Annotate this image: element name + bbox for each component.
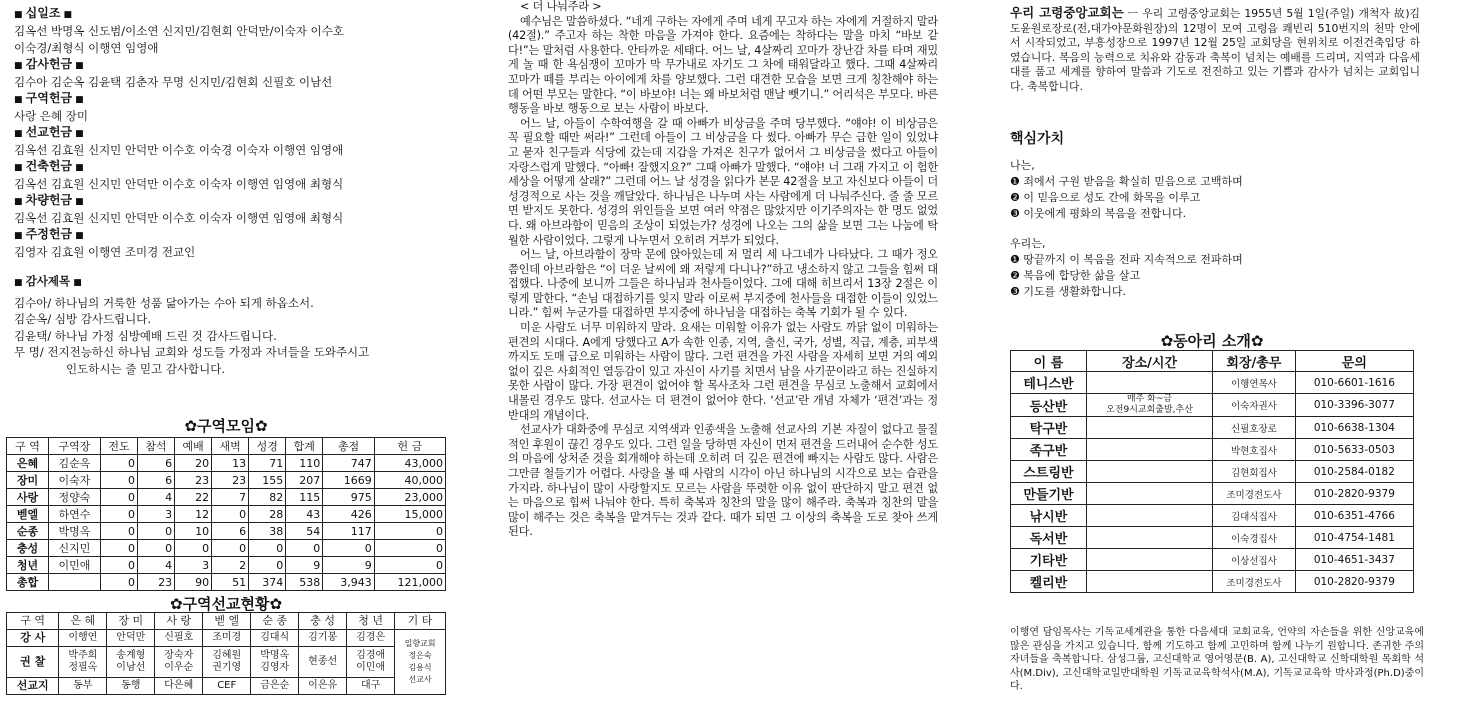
table-cell: 9 [323,557,374,574]
offering-thanks [14,57,450,90]
table-cell: 0 [138,540,175,557]
table-cell: 0 [374,523,445,540]
table-cell: 207 [286,472,323,489]
club-place [1086,527,1212,549]
table-cell: 김기봉 [299,630,347,647]
club-leader: 조미경전도사 [1213,571,1296,593]
thanks-topics [14,273,450,377]
club-name: 기타반 [1011,549,1087,571]
offering-names: 김수아 김순옥 김윤택 김춘자 무명 신지민/김현회 신필호 이남선 [14,75,333,89]
table-cell: 115 [286,489,323,506]
table-cell: 0 [100,523,137,540]
table-cell: 0 [100,472,137,489]
table-cell: 벧엘 [7,506,49,523]
table-cell: 6 [212,523,249,540]
table-row [7,630,446,647]
table-row [7,523,446,540]
column-header: 새벽 [212,438,249,455]
table-row [7,647,446,678]
sermon-column [508,0,938,540]
club-leader: 이숙자권사 [1213,394,1296,417]
table-cell: 사랑 [7,489,49,506]
row-label: 권 찰 [7,647,59,678]
table-cell: 15,000 [374,506,445,523]
column-header: 충 성 [299,613,347,630]
offering-names: 김옥선 김효원 신지민 안덕만 이수호 이숙경 이숙자 이행연 임영애 [14,143,344,157]
table-cell: 3 [138,506,175,523]
table-cell: 신필호 [155,630,203,647]
table-cell: 0 [100,506,137,523]
offering-vehicle [14,193,450,226]
club-phone: 010-5633-0503 [1295,439,1413,461]
table-cell: 이민애 [48,557,100,574]
sermon-paragraph: 미운 사람도 너무 미워하지 말라. 요새는 미워할 이유가 없는 사람도 까닭 없이 미워하는 편견의 시대다. A에게 당했다고 A가 속한 인종, 지역, 출신, 국가, 성별, 직급, 계층, 피부색까지도 도매 급으로 미워하는 사람이 많다. 그런 편견을 가진 사람을 자세히 보면 거의 예외 없이 깊은 사회적인 열등감이 있고 자신이 사기를 치면서 남을 사기꾼이라고 하는 진실하지 못한 사람이 많다. 가장 편견이 없어야 할 목사조차 그런 편견을 무심코 노출해서 교회에서 내몰린 경우도 많다. 선교사는 더 편견이 없어야 한다. ‘선교’란 개념 자체가 ‘편견’과는 정반대의 개념이다. [508,321,938,422]
club-place [1086,505,1212,527]
table-cell: 43 [286,506,323,523]
offering-names: 김옥선 박명옥 신도범/이소연 신지민/김현회 안덕만/이숙자 이수호 [14,24,344,38]
column-header: 벧 엘 [203,613,251,630]
district-meeting-table [6,437,446,591]
clubs-table [1010,350,1414,593]
table-cell: 121,000 [374,574,445,591]
club-place [1086,461,1212,483]
club-leader: 이숙경집사 [1213,527,1296,549]
table-cell: 동행 [107,678,155,695]
table-cell: 동부 [59,678,107,695]
column-header: 구 역 [7,613,59,630]
table-cell: 0 [100,574,137,591]
table-cell: 51 [212,574,249,591]
row-label: 선교지 [7,678,59,695]
offering-tithe [14,6,450,56]
offering-title: ■ 감사헌금 ■ [14,57,450,74]
table-row [1011,461,1414,483]
club-leader: 신필호장로 [1213,417,1296,439]
club-leader: 이상선집사 [1213,549,1296,571]
club-leader: 조미경전도사 [1213,483,1296,505]
table-row [1011,394,1414,417]
offering-building [14,159,450,192]
table-cell: 538 [286,574,323,591]
sermon-paragraph: 어느 날, 아브라함이 장막 문에 앉아있는데 저 멀리 세 나그네가 나타났다. 그 때가 정오쯤인데 아브라함은 “이 더운 날씨에 왜 저렇게 다니나?”하고 냉소하지 않고 그들을 힘써 대접했다. 나중에 보니까 그들은 하나님과 천사들이었다. 그에 대해 히브리서 13장 2절은 이렇게 말한다. “손님 대접하기를 잊지 말라 이로써 부지중에 천사들을 대접한 이들이 있었느니라.” 힘써 누군가를 대접하면 부지중에 하나님을 대접하는 축복 기회가 될 수 있다. [508,248,938,320]
table-cell: 23,000 [374,489,445,506]
table-cell: 6 [138,472,175,489]
table-cell: 청년 [7,557,49,574]
table-cell: 박명옥 [48,523,100,540]
table-row [7,455,446,472]
offering-title: ■ 십일조 ■ [14,6,450,23]
table-cell: 28 [249,506,286,523]
offering-title: ■ 구역헌금 ■ [14,91,450,108]
table-cell: 3 [175,557,212,574]
club-place [1086,549,1212,571]
column-header: 합계 [286,438,323,455]
offering-names: 김옥선 김효원 신지민 안덕만 이수호 이숙자 이행연 임영애 최형식 [14,177,344,191]
offering-title: ■ 주정헌금 ■ [14,227,450,244]
column-header: 장소/시간 [1086,351,1212,372]
thanks-line: 김수아/ 하나님의 거룩한 성품 닮아가는 수아 되게 하옵소서. [14,295,314,310]
column-header: 청 년 [347,613,395,630]
table-cell: 23 [138,574,175,591]
table-row [7,506,446,523]
table-row [1011,372,1414,394]
club-name: 낚시반 [1011,505,1087,527]
column-header: 기 타 [395,613,446,630]
table-cell: 박주희 정필옥 [59,647,107,678]
core-group [1010,158,1420,222]
column-header: 예배 [175,438,212,455]
offering-column [14,0,450,377]
column-header: 참석 [138,438,175,455]
core-item: ❸ 이웃에게 평화의 복음을 전합니다. [1010,207,1187,220]
thanks-line: 김윤택/ 하나님 가정 심방예배 드린 것 감사드립니다. [14,328,277,343]
offering-designated [14,227,450,260]
club-phone: 010-6638-1304 [1295,417,1413,439]
club-place [1086,439,1212,461]
core-item: ❷ 이 믿음으로 성도 간에 화목을 이루고 [1010,191,1201,204]
table-row [1011,439,1414,461]
table-cell: 117 [323,523,374,540]
club-phone: 010-3396-3077 [1295,394,1413,417]
table-cell: 2 [212,557,249,574]
offering-names: 사랑 은혜 장미 [14,109,88,123]
table-cell: 0 [100,540,137,557]
column-header: 문의 [1295,351,1413,372]
table-cell: CEF [203,678,251,695]
offering-names: 이숙경/최형식 이행연 임영애 [14,41,159,55]
club-name: 테니스반 [1011,372,1087,394]
table-cell: 은혜 [7,455,49,472]
table-cell: 0 [100,455,137,472]
column-header: 이 름 [1011,351,1087,372]
sermon-paragraph: 선교사가 대화중에 무심코 지역색과 인종색을 노출해 선교사의 기본 자질이 없다고 물질적인 후원이 끊긴 경우도 있다. 그런 일을 당하면 자신이 먼저 편견을 드러내어 순수한 성도의 마음에 상처준 것을 회개해야 하는데 오히려 더 깊은 편견에 빠지는 사람도 많다. 사람은 그만큼 철들기가 어렵다. 사랑을 볼 때 사람의 시각이 아닌 하나님의 시각으로 보는 습관을 가지라. 하나님이 많이 사랑할지도 모르는 사람을 뚜렷한 이유 없이 판단하지 말고 편견 없는 마음으로 힘써 나눠야 한다. 특히 축복과 칭찬의 말을 많이 해주라. 축복과 칭찬의 말을 많이 해주는 것은 축복을 맡겨두는 것과 같다. 때가 되면 그 이상의 축복을 도로 찾아 쓰게 된다. [508,423,938,539]
church-info-column [1010,0,1420,314]
offering-names: 김영자 김효원 이행연 조미경 전교인 [14,245,196,259]
table-cell: 4 [138,489,175,506]
sermon-paragraph: 예수님은 말씀하셨다. “네게 구하는 자에게 주며 네게 꾸고자 하는 자에게 거절하지 말라(42절).” 주고자 하는 착한 마음을 가져야 한다. 요즘에는 착하다는 말을 마치 “바보 같다!”는 말처럼 사용한다. 안타까운 세태다. 어느 날, 4살짜리 꼬마가 장난감 차를 타며 재밌게 놀 때 한 욕심쟁이 꼬마가 막 무가내로 자기도 그 차에 태워달라고 했다. 그때 4살짜리 꼬마가 떼를 부리는 아이에게 차를 양보했다. 그런 대견한 모습을 보면 크게 칭찬해야 하는데 어떤 부모는 말한다. “이 바보야! 너는 왜 바보처럼 맨날 뺏기니.” 어리석은 부모다. 바른 행동을 바보 행동으로 보는 사람이 바보다. [508,14,938,116]
core-group [1010,236,1420,300]
table-cell: 안덕만 [107,630,155,647]
thanks-line: 김순옥/ 심방 감사드립니다. [14,312,152,326]
core-item: ❶ 땅끝까지 이 복음을 전파 지속적으로 전파하며 [1010,253,1243,266]
offering-title: ■ 차량헌금 ■ [14,193,450,210]
club-place: 매주 화~금 오전9시교회출발,추산 [1086,394,1212,417]
table-cell: 0 [323,540,374,557]
table-cell: 40,000 [374,472,445,489]
table-cell: 금은순 [251,678,299,695]
club-place [1086,571,1212,593]
column-header: 은 혜 [59,613,107,630]
club-name: 만들기반 [1011,483,1087,505]
mission-table-title: ✿구역선교현황✿ [169,595,283,613]
table-cell: 대구 [347,678,395,695]
thanks-line: 무 명/ 전지전능하신 하나님 교회와 성도들 가정과 자녀들을 도와주시고 [14,345,370,359]
offering-title: ■ 건축헌금 ■ [14,159,450,176]
column-header: 구역장 [48,438,100,455]
club-phone: 010-2820-9379 [1295,483,1413,505]
sermon-paragraph: 어느 날, 아들이 수학여행을 갈 때 아빠가 비상금을 주며 당부했다. “얘야! 이 비상금은 꼭 필요할 때만 써라!” 그런데 아들이 그 비상금을 다 썼다. 아빠가 무슨 급한 일이 있었냐고 묻자 친구들과 식당에 갔는데 지갑을 가져온 친구가 없어서 그 비상금을 썼다고 아들이 자랑스럽게 말했다. “아빠! 잘했지요?” 그때 아빠가 말했다. “얘야! 너 그래 가지고 이 험한 세상을 어떻게 살래?” 그런데 어느 날 성경을 읽다가 본문 42절을 보고 자신보다 아들이 더 성경적으로 사는 것을 깨달았다. 하나님은 나누며 사는 사람에게 더 나눠주신다. 줄 줄 모르면 받지도 못한다. 성경의 위인들을 보면 여러 약점은 많았지만 이기주의자는 한 명도 없었다. 왜 아브라함이 믿음의 조상이 되었는가? 성경에 나오는 그의 삶을 보면 그는 나눔에 탁월한 사람이었다. 그렇게 나누면서 오히려 거부가 되었다. [508,116,938,247]
sermon-title: < 더 나눠주라 > [520,0,602,13]
club-leader: 이행연목사 [1213,372,1296,394]
table-cell: 현종선 [299,647,347,678]
table-cell: 다은혜 [155,678,203,695]
table-cell: 6 [138,455,175,472]
core-item: ❸ 기도를 생활화합니다. [1010,285,1126,298]
table-row [7,574,446,591]
table-row [1011,549,1414,571]
thanks-title: ■ 감사제목 ■ [14,273,450,292]
core-group-head: 우리는, [1010,237,1046,250]
club-name: 스트링반 [1011,461,1087,483]
table-cell: 박명옥 김영자 [251,647,299,678]
table-cell: 0 [374,557,445,574]
table-cell [48,574,100,591]
table-cell: 155 [249,472,286,489]
table-cell: 0 [175,540,212,557]
table-cell: 0 [212,506,249,523]
table-cell: 71 [249,455,286,472]
club-phone: 010-2584-0182 [1295,461,1413,483]
clubs-title: ✿동아리 소개✿ [1160,332,1264,350]
club-phone: 010-4754-1481 [1295,527,1413,549]
church-intro [1010,6,1420,94]
club-phone: 010-6601-1616 [1295,372,1413,394]
club-place [1086,372,1212,394]
column-header: 장 미 [107,613,155,630]
club-name: 독서반 [1011,527,1087,549]
core-values-title: 핵심가치 [1010,131,1065,147]
table-cell: 12 [175,506,212,523]
table-cell: 23 [175,472,212,489]
table-cell: 하연수 [48,506,100,523]
church-name: 우리 고령중앙교회는 [1010,5,1124,20]
club-phone: 010-4651-3437 [1295,549,1413,571]
table-cell: 3,943 [323,574,374,591]
etc-cell: 일향교회 정은숙 김용식 선교사 [395,630,446,695]
table-row [7,472,446,489]
table-cell: 38 [249,523,286,540]
table-cell: 김혜원 권기영 [203,647,251,678]
church-intro-text: ㅡ 우리 고령중앙교회는 1955년 5월 1일(주일) 개척자 故)김도윤원로장로(전,대가야문화원장)의 12명이 모여 고령읍 쾌빈리 510번지의 천막 안에서 시작되었고, 부흥성장으로 1997년 12월 25일 교회당을 현위치로 이전건축입당 하였습니다. 복음의 능력으로 치유와 감동과 축복이 넘치는 예배를 드리며, 지역과 다음세대를 품고 세계를 향하여 말씀과 기도로 전진하고 있는 기쁨과 감사가 넘치는 교회입니다. 축복합니다. [1010,7,1420,93]
table-cell: 975 [323,489,374,506]
column-header: 사 랑 [155,613,203,630]
core-values [1010,158,1420,300]
table-row [7,489,446,506]
table-cell: 0 [138,523,175,540]
column-header: 구 역 [7,438,49,455]
column-header: 성경 [249,438,286,455]
club-name: 탁구반 [1011,417,1087,439]
table-row [1011,417,1414,439]
table-cell: 43,000 [374,455,445,472]
table-cell: 신지민 [48,540,100,557]
table-cell: 정양숙 [48,489,100,506]
table-row [7,678,446,695]
table-cell: 22 [175,489,212,506]
table-cell: 110 [286,455,323,472]
table-cell: 총합 [7,574,49,591]
table-cell: 송계형 이남선 [107,647,155,678]
district-table-title: ✿구역모임✿ [184,417,268,435]
column-header: 순 종 [251,613,299,630]
table-cell: 0 [212,540,249,557]
column-header: 전도 [100,438,137,455]
club-leader: 김대식집사 [1213,505,1296,527]
club-phone: 010-6351-4766 [1295,505,1413,527]
table-cell: 0 [374,540,445,557]
core-item: ❶ 죄에서 구원 받음을 확실히 믿음으로 고백하며 [1010,175,1243,188]
table-cell: 13 [212,455,249,472]
table-cell: 이숙자 [48,472,100,489]
table-cell: 426 [323,506,374,523]
offering-names: 김옥선 김효원 신지민 안덕만 이수호 이숙자 이행연 임영애 최형식 [14,211,344,225]
table-cell: 이은유 [299,678,347,695]
table-cell: 10 [175,523,212,540]
table-row [1011,571,1414,593]
club-place [1086,483,1212,505]
table-cell: 9 [286,557,323,574]
table-cell: 90 [175,574,212,591]
table-cell: 조미경 [203,630,251,647]
column-header: 회장/총무 [1213,351,1296,372]
offering-district [14,91,450,124]
table-cell: 김대식 [251,630,299,647]
row-label: 강 사 [7,630,59,647]
club-leader: 김현회집사 [1213,461,1296,483]
table-cell: 0 [249,557,286,574]
offering-mission [14,125,450,158]
table-row [7,557,446,574]
table-cell: 4 [138,557,175,574]
column-header: 총점 [323,438,374,455]
table-row [1011,527,1414,549]
table-row [1011,483,1414,505]
table-header-row [1011,351,1414,372]
table-cell: 0 [100,489,137,506]
table-cell: 0 [100,557,137,574]
table-cell: 0 [286,540,323,557]
club-phone: 010-2820-9379 [1295,571,1413,593]
table-cell: 7 [212,489,249,506]
core-item: ❷ 복음에 합당한 삶을 살고 [1010,269,1141,282]
pastor-profile: 이행연 담임목사는 기독교세계관을 통한 다음세대 교회교육, 언약의 자손들을 위한 신앙교육에 많은 관심을 가지고 있습니다. 함께 기도하고 함께 고민하며 함께 나누기 원합니다. 존귀한 주의 자녀들을 축복합니다. 삼성그룹, 고신대학교 영어영문(B. A), 고신대학교 신학대학원 목회학 석사(M.Div), 고신대학교일반대학원 기독교교육학석사(M.A), 기독교교육학 박사과정(Ph.D)중이다. [1010,627,1424,692]
table-row [7,540,446,557]
club-name: 등산반 [1011,394,1087,417]
table-cell: 23 [212,472,249,489]
thanks-line: 인도하시는 줄 믿고 감사합니다. [66,361,226,376]
table-row [1011,505,1414,527]
club-name: 족구반 [1011,439,1087,461]
table-header-row [7,438,446,455]
table-cell: 김경은 [347,630,395,647]
table-cell: 82 [249,489,286,506]
table-cell: 374 [249,574,286,591]
table-cell: 20 [175,455,212,472]
table-cell: 충성 [7,540,49,557]
table-cell: 김경애 이민애 [347,647,395,678]
table-cell: 54 [286,523,323,540]
table-cell: 순종 [7,523,49,540]
district-mission-table [6,612,446,695]
table-cell: 1669 [323,472,374,489]
table-cell: 장숙자 이우순 [155,647,203,678]
club-place [1086,417,1212,439]
club-leader: 박현호집사 [1213,439,1296,461]
table-cell: 이행연 [59,630,107,647]
table-cell: 747 [323,455,374,472]
club-name: 켈리반 [1011,571,1087,593]
core-group-head: 나는, [1010,159,1035,172]
table-cell: 장미 [7,472,49,489]
column-header: 헌 금 [374,438,445,455]
table-cell: 0 [249,540,286,557]
offering-title: ■ 선교헌금 ■ [14,125,450,142]
table-cell: 김순옥 [48,455,100,472]
table-header-row [7,613,446,630]
